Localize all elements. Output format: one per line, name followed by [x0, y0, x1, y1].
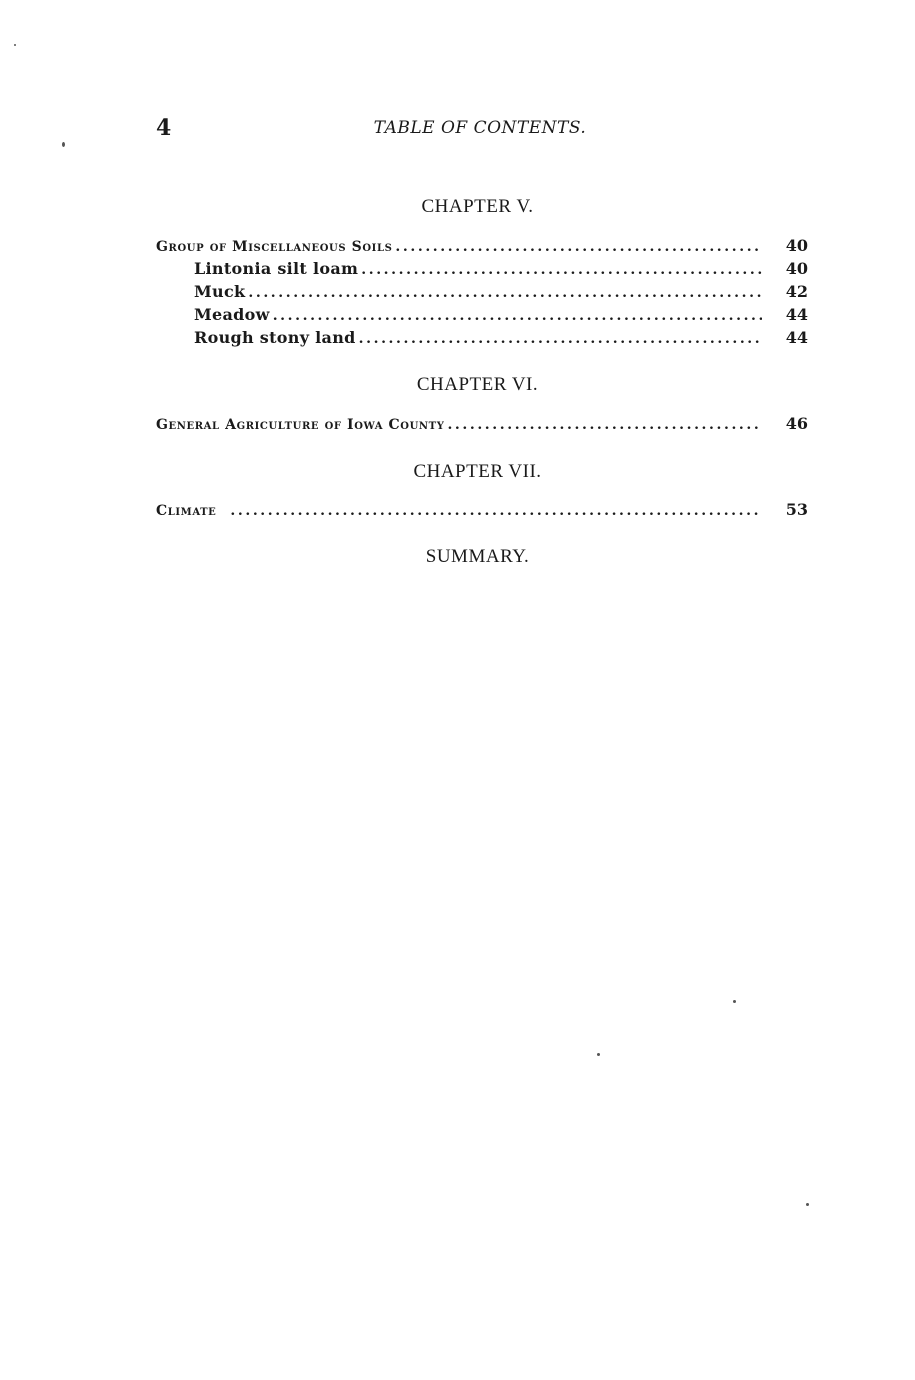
toc-entry: [194, 259, 808, 281]
toc-entry-title: Muck: [194, 282, 246, 301]
paper-speck: [806, 1203, 809, 1206]
toc-entry-title: Climate: [156, 503, 217, 519]
toc-entry-page: 44: [785, 328, 808, 347]
toc-entry-title: Lintonia silt loam: [194, 259, 359, 278]
toc-leader: [230, 503, 762, 519]
chapter-heading: CHAPTER V.: [421, 196, 534, 217]
summary-heading: SUMMARY.: [425, 546, 530, 567]
toc-entry: [156, 500, 808, 522]
toc-entry-title: General Agriculture of Iowa County: [156, 417, 445, 433]
running-head: TABLE OF CONTENTS.: [373, 118, 587, 138]
toc-entry-page: 42: [785, 282, 808, 301]
paper-speck: [62, 142, 65, 147]
toc-entry-page: 40: [785, 259, 808, 278]
toc-entry: [194, 282, 808, 304]
toc-entry: [156, 236, 808, 258]
toc-leader: [361, 262, 762, 278]
paper-speck: [597, 1053, 600, 1056]
toc-entry-title: Group of Miscellaneous Soils: [156, 239, 393, 255]
toc-entry-page: 40: [785, 236, 808, 255]
toc-entry: [194, 328, 808, 350]
chapter-heading: CHAPTER VI.: [416, 374, 539, 395]
toc-leader: [359, 331, 762, 347]
page-number: 4: [156, 115, 172, 141]
toc-leader: [447, 417, 762, 433]
toc-entry-page: 53: [785, 500, 808, 519]
chapter-heading: CHAPTER VII.: [413, 461, 542, 482]
toc-entry-title: Meadow: [194, 305, 270, 324]
toc-leader: [273, 308, 762, 324]
toc-leader: [395, 239, 762, 255]
toc-entry: [156, 414, 808, 436]
paper-speck: [733, 1000, 736, 1003]
toc-entry: [194, 305, 808, 327]
toc-leader: [248, 285, 762, 301]
toc-entry-title: Rough stony land: [194, 328, 356, 347]
toc-entry-page: 46: [785, 414, 808, 433]
toc-entry-page: 44: [785, 305, 808, 324]
paper-speck: [14, 44, 16, 46]
